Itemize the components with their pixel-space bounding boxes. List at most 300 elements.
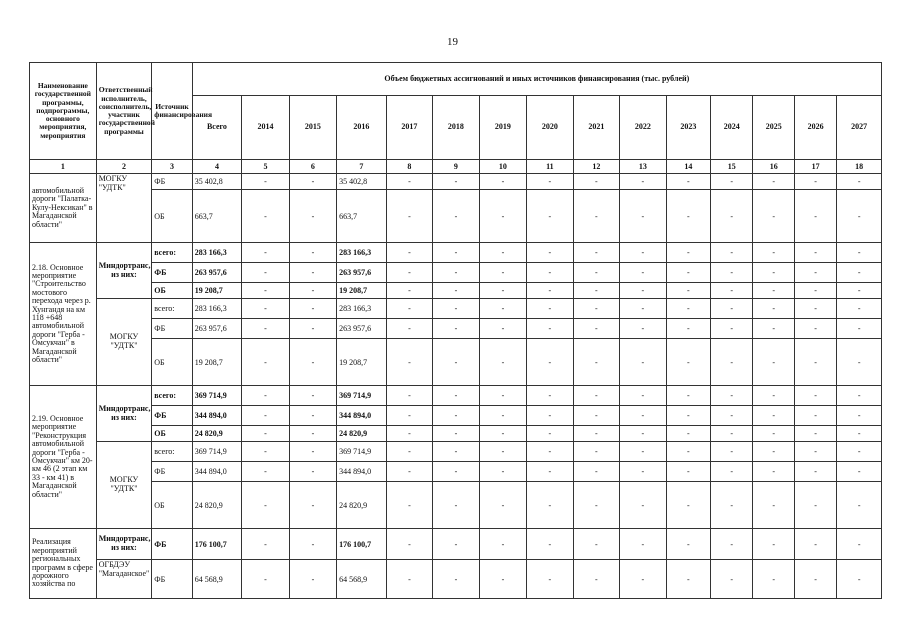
year-cell: - — [620, 426, 666, 442]
year-cell: - — [527, 529, 573, 560]
year-cell: - — [794, 442, 836, 462]
table-row — [30, 319, 882, 339]
year-cell: - — [242, 482, 289, 529]
table-row — [30, 442, 882, 462]
year-cell: - — [711, 283, 753, 299]
year-cell: - — [386, 482, 432, 529]
year-cell: - — [242, 299, 289, 319]
year-cell: - — [479, 190, 526, 243]
year-cell: - — [837, 560, 882, 599]
year-cell: - — [242, 283, 289, 299]
year-cell: - — [289, 406, 336, 426]
year-cell: - — [433, 560, 479, 599]
year-cell: - — [479, 283, 526, 299]
year-cell: - — [433, 426, 479, 442]
year-cell: - — [573, 263, 619, 283]
year-cell: - — [666, 263, 710, 283]
year-cell: - — [527, 386, 573, 406]
year-cell: - — [242, 529, 289, 560]
year-cell: - — [837, 529, 882, 560]
year-cell: - — [289, 299, 336, 319]
year-cell: - — [753, 319, 794, 339]
source-cell: всего: — [152, 442, 192, 462]
year-cell: - — [753, 560, 794, 599]
year-cell: - — [711, 482, 753, 529]
year-cell: - — [527, 243, 573, 263]
executor-cell: МОГКУ "УДТК" — [96, 174, 152, 243]
year-cell: - — [242, 406, 289, 426]
year-cell: - — [289, 319, 336, 339]
executor-cell: Миндортранс, из них: — [96, 386, 152, 442]
year-cell: - — [242, 339, 289, 386]
year-cell: - — [666, 442, 710, 462]
year-cell: - — [573, 406, 619, 426]
year-cell: - — [620, 529, 666, 560]
year-cell: - — [573, 190, 619, 243]
year-cell: - — [794, 319, 836, 339]
table-row — [30, 560, 882, 599]
table-row — [30, 299, 882, 319]
year-cell: 35 402,8 — [337, 174, 387, 190]
year-cell: - — [289, 529, 336, 560]
year-cell: - — [289, 190, 336, 243]
table-row — [30, 263, 882, 283]
year-cell: 64 568,9 — [337, 560, 387, 599]
year-cell: - — [289, 386, 336, 406]
year-cell: - — [620, 263, 666, 283]
column-number: 3 — [152, 160, 192, 174]
year-cell: - — [479, 560, 526, 599]
total-cell: 24 820,9 — [192, 426, 242, 442]
year-cell: - — [242, 174, 289, 190]
year-cell: - — [527, 263, 573, 283]
year-cell: - — [527, 190, 573, 243]
year-cell: - — [711, 442, 753, 462]
year-cell: - — [289, 462, 336, 482]
year-cell: - — [620, 462, 666, 482]
column-number: 5 — [242, 160, 289, 174]
year-cell: - — [479, 174, 526, 190]
year-cell: - — [794, 299, 836, 319]
source-cell: всего: — [152, 299, 192, 319]
header-year: 2024 — [711, 96, 753, 160]
year-cell: - — [753, 462, 794, 482]
year-cell: - — [479, 529, 526, 560]
year-cell: - — [794, 462, 836, 482]
year-cell: - — [289, 174, 336, 190]
year-cell: - — [573, 243, 619, 263]
year-cell: - — [573, 339, 619, 386]
column-number: 6 — [289, 160, 336, 174]
year-cell: - — [794, 560, 836, 599]
year-cell: - — [527, 339, 573, 386]
budget-table — [29, 62, 882, 599]
table-row — [30, 426, 882, 442]
year-cell: - — [289, 263, 336, 283]
table-row — [30, 174, 882, 190]
year-cell: - — [837, 482, 882, 529]
column-number: 2 — [96, 160, 152, 174]
total-cell: 64 568,9 — [192, 560, 242, 599]
year-cell: - — [242, 462, 289, 482]
year-cell: - — [711, 190, 753, 243]
year-cell: - — [527, 462, 573, 482]
header-year: 2018 — [433, 96, 479, 160]
year-cell: - — [837, 462, 882, 482]
total-cell: 283 166,3 — [192, 243, 242, 263]
year-cell: - — [386, 462, 432, 482]
year-cell: - — [433, 442, 479, 462]
year-cell: - — [666, 462, 710, 482]
measure-name: Реализация мероприятий региональных программ в сфере дорожного хозяйства по — [30, 529, 97, 599]
year-cell: 283 166,3 — [337, 243, 387, 263]
header-year: 2016 — [337, 96, 387, 160]
year-cell: - — [386, 243, 432, 263]
year-cell: - — [753, 339, 794, 386]
year-cell: - — [573, 174, 619, 190]
page-number: 19 — [447, 36, 458, 48]
year-cell: - — [573, 560, 619, 599]
total-cell: 369 714,9 — [192, 386, 242, 406]
year-cell: - — [794, 263, 836, 283]
year-cell: - — [433, 319, 479, 339]
year-cell: - — [711, 319, 753, 339]
year-cell: 344 894,0 — [337, 462, 387, 482]
year-cell: - — [479, 339, 526, 386]
year-cell: - — [711, 560, 753, 599]
executor-cell: Миндортранс, из них: — [96, 243, 152, 299]
column-number: 9 — [433, 160, 479, 174]
table-row — [30, 482, 882, 529]
year-cell: - — [573, 442, 619, 462]
year-cell: - — [711, 299, 753, 319]
year-cell: - — [573, 529, 619, 560]
year-cell: - — [753, 529, 794, 560]
year-cell: - — [711, 263, 753, 283]
column-number: 17 — [794, 160, 836, 174]
year-cell: - — [479, 386, 526, 406]
year-cell: - — [837, 174, 882, 190]
source-cell: ОБ — [152, 482, 192, 529]
year-cell: 176 100,7 — [337, 529, 387, 560]
year-cell: - — [433, 339, 479, 386]
year-cell: 283 166,3 — [337, 299, 387, 319]
year-cell: - — [479, 406, 526, 426]
year-cell: - — [620, 339, 666, 386]
year-cell: - — [527, 482, 573, 529]
year-cell: - — [433, 283, 479, 299]
table-row — [30, 529, 882, 560]
year-cell: - — [753, 406, 794, 426]
year-cell: - — [620, 243, 666, 263]
executor-cell: МОГКУ "УДТК" — [96, 299, 152, 386]
year-cell: 24 820,9 — [337, 426, 387, 442]
source-cell: ФБ — [152, 560, 192, 599]
year-cell: - — [837, 299, 882, 319]
year-cell: - — [386, 299, 432, 319]
year-cell: - — [753, 174, 794, 190]
header-year: 2026 — [794, 96, 836, 160]
header-year: 2020 — [527, 96, 573, 160]
source-cell: ФБ — [152, 263, 192, 283]
year-cell: - — [794, 386, 836, 406]
year-cell: - — [620, 283, 666, 299]
total-cell: 19 208,7 — [192, 283, 242, 299]
total-cell: 24 820,9 — [192, 482, 242, 529]
total-cell: 663,7 — [192, 190, 242, 243]
header-name: Наименование государственной программы, подпрограммы, основного мероприятия, мероприятия — [30, 63, 97, 160]
header-year: 2019 — [479, 96, 526, 160]
header-year: 2023 — [666, 96, 710, 160]
year-cell: - — [620, 174, 666, 190]
measure-name: автомобильной дороги "Палатка-Кулу-Нексикан" в Магаданской области" — [30, 174, 97, 243]
header-year: 2022 — [620, 96, 666, 160]
source-cell: ОБ — [152, 339, 192, 386]
year-cell: - — [666, 339, 710, 386]
year-cell: - — [666, 482, 710, 529]
measure-name: 2.19. Основное мероприятие "Реконструкция автомобильной дороги "Герба - Омсукчан" км 20- км 46 (2 этап км 33 - км 41) в Магаданской области" — [30, 386, 97, 529]
year-cell: - — [433, 529, 479, 560]
year-cell: - — [386, 174, 432, 190]
source-cell: всего: — [152, 243, 192, 263]
source-cell: всего: — [152, 386, 192, 406]
year-cell: - — [794, 426, 836, 442]
column-number: 11 — [527, 160, 573, 174]
year-cell: - — [386, 190, 432, 243]
year-cell: - — [289, 339, 336, 386]
header-total: Всего — [192, 96, 242, 160]
year-cell: - — [242, 560, 289, 599]
table-row — [30, 243, 882, 263]
header-year: 2027 — [837, 96, 882, 160]
table-row — [30, 462, 882, 482]
year-cell: - — [527, 426, 573, 442]
year-cell: - — [242, 442, 289, 462]
year-cell: - — [794, 482, 836, 529]
source-cell: ФБ — [152, 406, 192, 426]
year-cell: - — [479, 462, 526, 482]
total-cell: 176 100,7 — [192, 529, 242, 560]
year-cell: - — [711, 386, 753, 406]
year-cell: - — [794, 529, 836, 560]
year-cell: - — [666, 319, 710, 339]
year-cell: - — [527, 174, 573, 190]
year-cell: - — [620, 442, 666, 462]
year-cell: - — [386, 283, 432, 299]
year-cell: 263 957,6 — [337, 319, 387, 339]
year-cell: - — [527, 299, 573, 319]
year-cell: - — [753, 482, 794, 529]
column-number: 16 — [753, 160, 794, 174]
source-cell: ФБ — [152, 174, 192, 190]
year-cell: - — [620, 299, 666, 319]
year-cell: - — [527, 560, 573, 599]
year-cell: - — [794, 339, 836, 386]
year-cell: - — [573, 426, 619, 442]
year-cell: - — [573, 299, 619, 319]
year-cell: - — [289, 442, 336, 462]
table-row — [30, 283, 882, 299]
year-cell: - — [837, 339, 882, 386]
column-number: 13 — [620, 160, 666, 174]
executor-cell: ОГБДЭУ "Магаданское" — [96, 560, 152, 599]
total-cell: 263 957,6 — [192, 319, 242, 339]
year-cell: - — [794, 243, 836, 263]
total-cell: 344 894,0 — [192, 406, 242, 426]
year-cell: - — [794, 283, 836, 299]
column-number: 14 — [666, 160, 710, 174]
header-volume: Объем бюджетных ассигнований и иных источников финансирования (тыс. рублей) — [192, 63, 881, 96]
year-cell: 663,7 — [337, 190, 387, 243]
year-cell: - — [242, 190, 289, 243]
year-cell: - — [837, 406, 882, 426]
year-cell: - — [386, 406, 432, 426]
year-cell: - — [527, 283, 573, 299]
total-cell: 19 208,7 — [192, 339, 242, 386]
header-source: Источник финансирования — [152, 63, 192, 160]
column-number: 10 — [479, 160, 526, 174]
year-cell: - — [242, 386, 289, 406]
year-cell: - — [289, 283, 336, 299]
header-year: 2021 — [573, 96, 619, 160]
year-cell: 369 714,9 — [337, 386, 387, 406]
executor-cell: Миндортранс, из них: — [96, 529, 152, 560]
year-cell: - — [837, 426, 882, 442]
executor-cell: МОГКУ "УДТК" — [96, 442, 152, 529]
total-cell: 263 957,6 — [192, 263, 242, 283]
year-cell: - — [620, 560, 666, 599]
year-cell: - — [289, 482, 336, 529]
source-cell: ФБ — [152, 529, 192, 560]
year-cell: - — [433, 190, 479, 243]
year-cell: - — [666, 174, 710, 190]
year-cell: - — [753, 190, 794, 243]
total-cell: 344 894,0 — [192, 462, 242, 482]
year-cell: - — [711, 462, 753, 482]
year-cell: - — [386, 426, 432, 442]
year-cell: - — [386, 263, 432, 283]
year-cell: - — [573, 482, 619, 529]
year-cell: - — [479, 263, 526, 283]
year-cell: - — [479, 426, 526, 442]
year-cell: - — [433, 263, 479, 283]
source-cell: ОБ — [152, 190, 192, 243]
column-number: 7 — [337, 160, 387, 174]
year-cell: 344 894,0 — [337, 406, 387, 426]
year-cell: - — [794, 174, 836, 190]
year-cell: - — [573, 386, 619, 406]
year-cell: - — [386, 560, 432, 599]
year-cell: - — [386, 319, 432, 339]
year-cell: - — [666, 406, 710, 426]
year-cell: - — [433, 482, 479, 529]
column-number: 15 — [711, 160, 753, 174]
year-cell: 19 208,7 — [337, 283, 387, 299]
table-row — [30, 406, 882, 426]
year-cell: - — [527, 442, 573, 462]
year-cell: - — [711, 243, 753, 263]
column-number: 18 — [837, 160, 882, 174]
year-cell: - — [620, 386, 666, 406]
source-cell: ОБ — [152, 426, 192, 442]
total-cell: 35 402,8 — [192, 174, 242, 190]
year-cell: - — [753, 386, 794, 406]
year-cell: - — [433, 174, 479, 190]
year-cell: - — [753, 283, 794, 299]
table-row — [30, 386, 882, 406]
table-row — [30, 190, 882, 243]
year-cell: - — [573, 319, 619, 339]
year-cell: - — [837, 243, 882, 263]
year-cell: - — [837, 283, 882, 299]
total-cell: 283 166,3 — [192, 299, 242, 319]
year-cell: - — [479, 299, 526, 319]
column-number: 8 — [386, 160, 432, 174]
year-cell: - — [527, 406, 573, 426]
year-cell: - — [386, 442, 432, 462]
year-cell: - — [666, 560, 710, 599]
source-cell: ФБ — [152, 319, 192, 339]
year-cell: 369 714,9 — [337, 442, 387, 462]
year-cell: - — [573, 283, 619, 299]
year-cell: 24 820,9 — [337, 482, 387, 529]
year-cell: - — [479, 482, 526, 529]
column-number: 12 — [573, 160, 619, 174]
year-cell: - — [666, 299, 710, 319]
year-cell: - — [620, 319, 666, 339]
year-cell: - — [837, 442, 882, 462]
year-cell: - — [837, 386, 882, 406]
year-cell: - — [666, 529, 710, 560]
year-cell: - — [753, 263, 794, 283]
table-row — [30, 339, 882, 386]
year-cell: - — [666, 426, 710, 442]
year-cell: 19 208,7 — [337, 339, 387, 386]
year-cell: - — [479, 243, 526, 263]
year-cell: - — [666, 386, 710, 406]
year-cell: - — [794, 190, 836, 243]
year-cell: - — [837, 190, 882, 243]
year-cell: - — [620, 406, 666, 426]
year-cell: - — [242, 426, 289, 442]
header-executor: Ответственный исполнитель, соисполнитель, участник государственной программы — [96, 63, 152, 160]
year-cell: - — [620, 482, 666, 529]
year-cell: - — [753, 243, 794, 263]
year-cell: - — [289, 243, 336, 263]
header-year: 2015 — [289, 96, 336, 160]
total-cell: 369 714,9 — [192, 442, 242, 462]
year-cell: - — [837, 263, 882, 283]
year-cell: - — [711, 339, 753, 386]
column-number: 4 — [192, 160, 242, 174]
year-cell: - — [753, 426, 794, 442]
year-cell: - — [242, 243, 289, 263]
year-cell: 263 957,6 — [337, 263, 387, 283]
year-cell: - — [753, 442, 794, 462]
year-cell: - — [666, 283, 710, 299]
year-cell: - — [527, 319, 573, 339]
year-cell: - — [386, 339, 432, 386]
year-cell: - — [620, 190, 666, 243]
source-cell: ФБ — [152, 462, 192, 482]
year-cell: - — [289, 426, 336, 442]
year-cell: - — [433, 462, 479, 482]
year-cell: - — [433, 243, 479, 263]
year-cell: - — [711, 406, 753, 426]
year-cell: - — [666, 243, 710, 263]
year-cell: - — [711, 529, 753, 560]
header-year: 2017 — [386, 96, 432, 160]
